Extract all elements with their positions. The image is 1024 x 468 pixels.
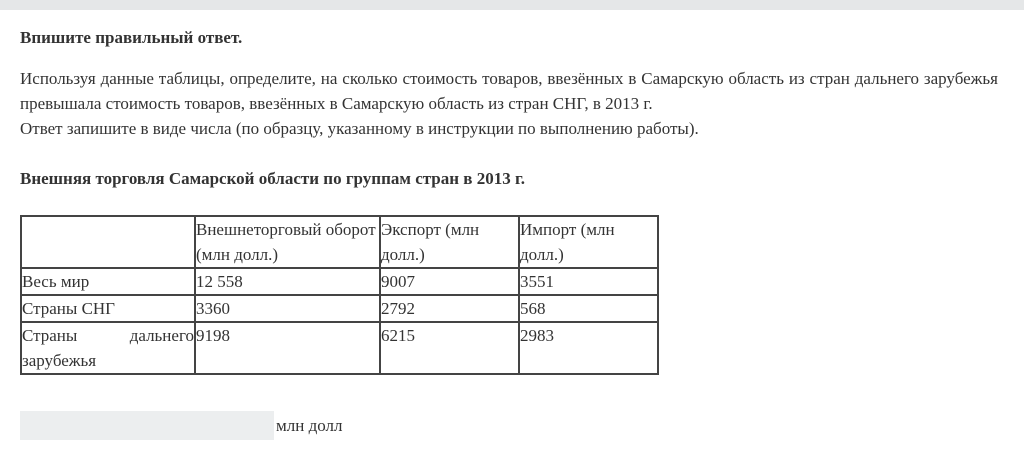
cell-export: 6215 <box>380 322 519 374</box>
table-row <box>21 322 658 374</box>
row-label-world: Весь мир <box>21 268 195 295</box>
cell-import: 2983 <box>519 322 658 374</box>
task-question <box>20 66 998 141</box>
row-label-cis: Страны СНГ <box>21 295 195 322</box>
row-label-far-abroad: Страны дальнего зарубежья <box>21 322 195 374</box>
table-row <box>21 295 658 322</box>
table-header-row <box>21 216 658 268</box>
header-cell-turnover: Внешнеторговый оборот (млн долл.) <box>195 216 380 268</box>
table-row <box>21 268 658 295</box>
cell-import: 568 <box>519 295 658 322</box>
answer-input[interactable] <box>20 411 274 440</box>
trade-table <box>20 215 659 375</box>
answer-unit: млн долл <box>276 415 343 435</box>
answer-row <box>20 411 342 440</box>
cell-export: 9007 <box>380 268 519 295</box>
task-content <box>20 26 998 435</box>
header-cell-empty <box>21 216 195 268</box>
task-heading: Впишите правильный ответ. <box>20 28 243 47</box>
question-text: Используя данные таблицы, определите, на сколько стоимость товаров, ввезённых в Самарскую область из стран дальнего зарубежья превышала стоимость товаров, ввезённых в Самарскую область из стран СНГ, в 2013 г. <box>20 69 998 113</box>
cell-import: 3551 <box>519 268 658 295</box>
cell-turnover: 9198 <box>195 322 380 374</box>
answer-instruction: Ответ запишите в виде числа (по образцу, указанному в инструкции по выполнению работы). <box>20 119 699 138</box>
cell-turnover: 12 558 <box>195 268 380 295</box>
top-bar <box>0 0 1024 10</box>
table-title: Внешняя торговля Самарской области по группам стран в 2013 г. <box>20 169 526 188</box>
cell-export: 2792 <box>380 295 519 322</box>
header-cell-import: Импорт (млн долл.) <box>519 216 658 268</box>
header-cell-export: Экспорт (млн долл.) <box>380 216 519 268</box>
cell-turnover: 3360 <box>195 295 380 322</box>
